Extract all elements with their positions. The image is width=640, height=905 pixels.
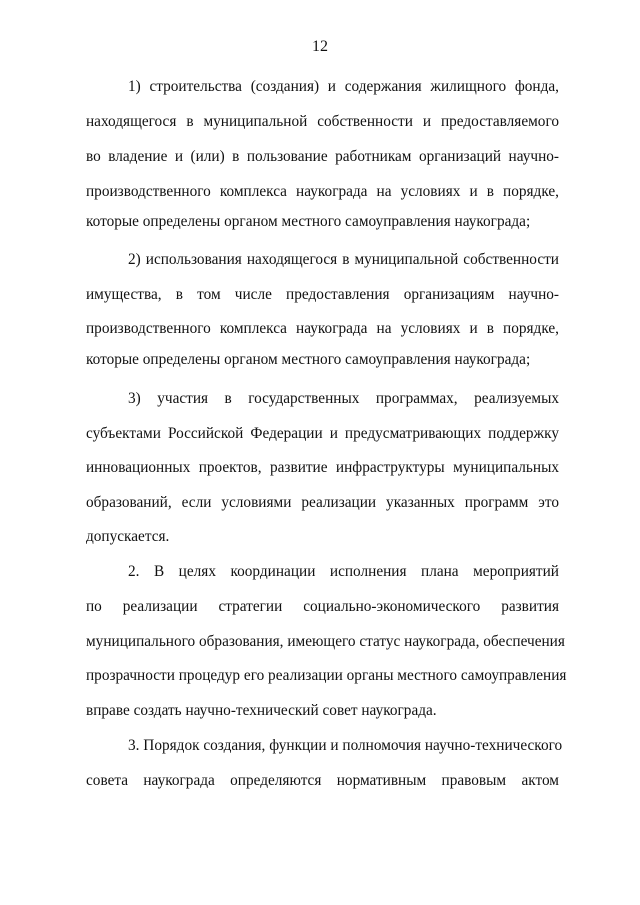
paragraph-1-line-4: производственного комплекса наукограда на условиях и в порядке, [86, 183, 559, 200]
paragraph-2-line-3: производственного комплекса наукограда на условиях и в порядке, [86, 320, 559, 337]
paragraph-3-line-2: субъектами Российской Федерации и предусматривающих поддержку [86, 425, 559, 442]
paragraph-2-line-1: 2) использования находящегося в муниципальной собственности [128, 251, 559, 268]
paragraph-1-line-2: находящегося в муниципальной собственности и предоставляемого [86, 113, 559, 130]
paragraph-1-line-5: которые определены органом местного самоуправления наукограда; [86, 213, 531, 230]
paragraph-4-line-5: вправе создать научно-технический совет наукограда. [86, 702, 437, 719]
paragraph-2-line-4: которые определены органом местного самоуправления наукограда; [86, 351, 531, 368]
paragraph-1-line-1: 1) строительства (создания) и содержания жилищного фонда, [128, 78, 559, 95]
paragraph-2-line-2: имущества, в том числе предоставления организациям научно- [86, 286, 559, 303]
paragraph-4-line-2: по реализации стратегии социально-экономического развития [86, 598, 559, 615]
paragraph-3-line-3: инновационных проектов, развитие инфраструктуры муниципальных [86, 459, 559, 476]
paragraph-3-line-5: допускается. [86, 528, 170, 545]
paragraph-4-line-1: 2. В целях координации исполнения плана мероприятий [128, 563, 559, 580]
paragraph-4-line-3: муниципального образования, имеющего статус наукограда, обеспечения [86, 633, 565, 650]
paragraph-1-line-3: во владение и (или) в пользование работникам организаций научно- [86, 148, 559, 165]
page-number: 12 [312, 38, 328, 55]
paragraph-4-line-4: прозрачности процедур его реализации органы местного самоуправления [86, 667, 567, 684]
paragraph-3-line-1: 3) участия в государственных программах, реализуемых [128, 390, 559, 407]
paragraph-5-line-2: совета наукограда определяются нормативным правовым актом [86, 772, 559, 789]
paragraph-5-line-1: 3. Порядок создания, функции и полномочия научно-технического [128, 737, 563, 754]
paragraph-3-line-4: образований, если условиями реализации указанных программ это [86, 494, 559, 511]
